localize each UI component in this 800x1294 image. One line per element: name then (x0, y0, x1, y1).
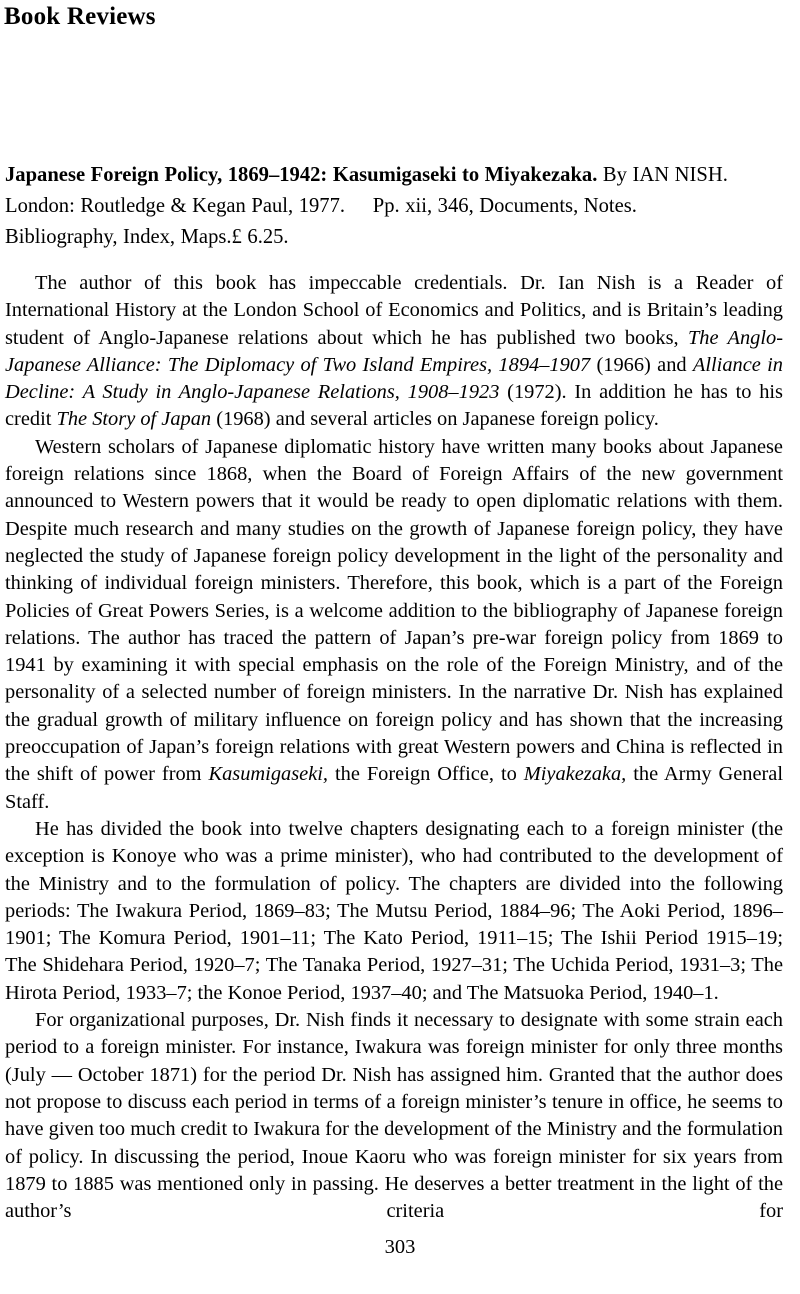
citation-price: £ 6.25. (231, 226, 289, 248)
page-number: 303 (384, 1236, 416, 1258)
book-citation (5, 160, 783, 253)
citation-collation: Pp. xii, 346, Documents, Notes. (372, 195, 637, 217)
review-paragraph-1 (5, 270, 783, 434)
citation-title: Japanese Foreign Policy, 1869–1942: Kasumigaseki to Miyakezaka. (5, 164, 598, 186)
term-italic-kasumigaseki: Kasumigaseki, (208, 763, 329, 786)
paragraph-run: The author of this book has impeccable credentials. Dr. Ian Nish is a Reader of International History at the London School of Economics and Politics, and is Britain’s leading student of Anglo-Japanese relations about which he has published two books, (5, 272, 783, 349)
review-paragraph-4 (5, 1007, 783, 1225)
citation-apparatus: Bibliography, Index, Maps. (5, 226, 232, 248)
paragraph-run: (1966) and (590, 353, 693, 376)
text-column (5, 160, 783, 1225)
book-title-italic: The Anglo-Japanese Alliance: The Diplomacy of Two Island Empires, 1894–1907 (5, 326, 784, 376)
paragraph-run: the Foreign Office, to (328, 763, 524, 786)
citation-byline: By IAN NISH. (602, 164, 728, 186)
paragraph-run: For organizational purposes, Dr. Nish finds it necessary to designate with some strain each period to a foreign minister. For instance, Iwakura was foreign minister for only three months (July — October 1871) for the period Dr. Nish has assigned him. Granted that the author does not propose to discuss each period in terms of a foreign minister’s tenure in office, he seems to have given too much credit to Iwakura for the development of the Ministry and the formulation of policy. In discussing the period, Inoue Kaoru who was foreign minister for six years from 1879 to 1885 was mentioned only in passing. He deserves a better treatment in the light of the author’s criteria for (5, 1009, 783, 1223)
review-paragraph-2 (5, 434, 783, 816)
page-title: Book Reviews (4, 3, 156, 30)
term-italic-miyakezaka: Miyakezaka, (523, 763, 627, 786)
paragraph-run: He has divided the book into twelve chapters designating each to a foreign minister (the exception is Konoye who was a prime minister), who had contributed to the development of the Ministry and to the formulation of policy. The chapters are divided into the following periods: The Iwakura Period, 1869–83; The Mutsu Period, 1884–96; The Aoki Period, 1896–1901; The Komura Period, 1901–11; The Kato Period, 1911–15; The Ishii Period 1915–19; The Shidehara Period, 1920–7; The Tanaka Period, 1927–31; The Uchida Period, 1931–3; The Hirota Period, 1933–7; the Konoe Period, 1937–40; and The Matsuoka Period, 1940–1. (5, 817, 783, 1004)
paragraph-run: (1968) and several articles on Japanese foreign policy. (211, 408, 659, 431)
paragraph-run: the Army General Staff. (5, 763, 783, 813)
book-title-italic: Alliance in Decline: A Study in Anglo-Japanese Relations, 1908–1923 (5, 353, 783, 404)
paragraph-run: (1972). In addition he has to his credit (5, 381, 783, 431)
book-title-italic: The Story of Japan (56, 408, 212, 431)
citation-imprint: London: Routledge & Kegan Paul, 1977. (5, 195, 346, 217)
paragraph-run: Western scholars of Japanese diplomatic history have written many books about Japanese foreign relations since 1868, when the Board of Foreign Affairs of the new government announced to Western powers that it would be ready to open diplomatic relations with them. Despite much research and many studies on the growth of Japanese foreign policy, they have neglected the study of Japanese foreign policy development in the light of the personality and thinking of individual foreign ministers. Therefore, this book, which is a part of the Foreign Policies of Great Powers Series, is a welcome addition to the bibliography of Japanese foreign relations. The author has traced the pattern of Japan’s pre-war foreign policy from 1869 to 1941 by examining it with special emphasis on the role of the Foreign Ministry, and of the personality of a selected number of foreign ministers. In the narrative Dr. Nish has explained the gradual growth of military influence on foreign policy and has shown that the increasing preoccupation of Japan’s foreign relations with great Western powers and China is reflected in the shift of power from (5, 435, 783, 786)
review-paragraph-3 (5, 816, 783, 1007)
